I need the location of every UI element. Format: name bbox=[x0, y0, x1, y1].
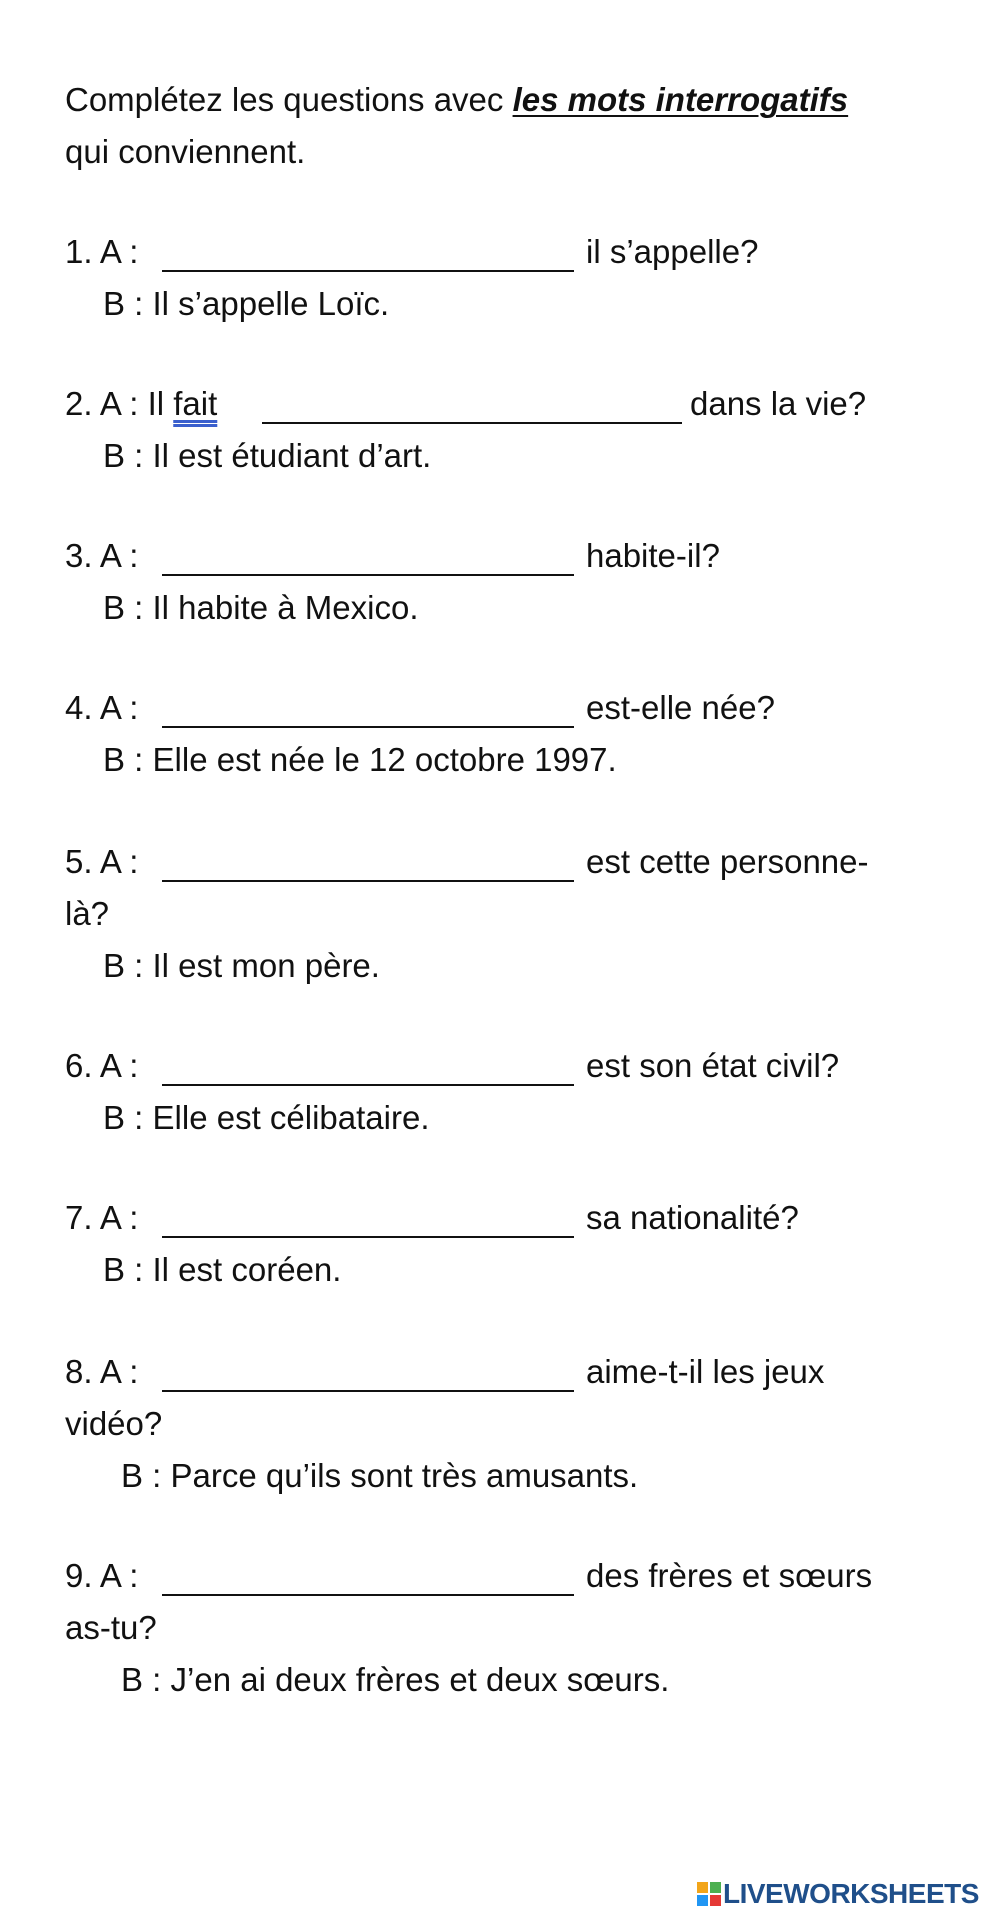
q4-a-suffix: est-elle née? bbox=[586, 689, 775, 726]
q6-b-answer: B : Elle est célibataire. bbox=[103, 1099, 430, 1136]
q3-answer-blank[interactable] bbox=[162, 574, 574, 576]
q9-a-prefix: 9. A : bbox=[65, 1557, 139, 1594]
q6-a-prefix: 6. A : bbox=[65, 1047, 139, 1084]
q5-a-continuation: là? bbox=[65, 895, 110, 932]
instruction-emphasis: les mots interrogatifs bbox=[512, 81, 849, 118]
liveworksheets-logo-icon bbox=[697, 1882, 721, 1906]
q2-fait-word: fait bbox=[173, 385, 218, 422]
q2-a-prefix: 2. A : Il bbox=[65, 385, 165, 422]
q4-b-answer: B : Elle est née le 12 octobre 1997. bbox=[103, 741, 617, 778]
q8-answer-blank[interactable] bbox=[162, 1390, 574, 1392]
q9-answer-blank[interactable] bbox=[162, 1594, 574, 1596]
q2-answer-blank[interactable] bbox=[262, 422, 682, 424]
q3-a-suffix: habite-il? bbox=[586, 537, 720, 574]
q3-b-answer: B : Il habite à Mexico. bbox=[103, 589, 419, 626]
q5-answer-blank[interactable] bbox=[162, 880, 574, 882]
q2-a-prefix-line bbox=[65, 384, 217, 424]
q4-a-prefix: 4. A : bbox=[65, 689, 139, 726]
liveworksheets-logo-text: LIVEWORKSHEETS bbox=[723, 1878, 979, 1909]
q2-b-answer: B : Il est étudiant d’art. bbox=[103, 437, 432, 474]
q9-a-suffix: des frères et sœurs bbox=[586, 1557, 873, 1594]
q7-a-prefix: 7. A : bbox=[65, 1199, 139, 1236]
liveworksheets-logo bbox=[697, 1878, 979, 1910]
q1-answer-blank[interactable] bbox=[162, 270, 574, 272]
q8-a-prefix: 8. A : bbox=[65, 1353, 139, 1390]
q1-b-answer: B : Il s’appelle Loïc. bbox=[103, 285, 390, 322]
q8-a-continuation: vidéo? bbox=[65, 1405, 163, 1442]
q5-a-suffix: est cette personne- bbox=[586, 843, 869, 880]
q1-a-suffix: il s’appelle? bbox=[586, 233, 759, 270]
q9-b-answer: B : J’en ai deux frères et deux sœurs. bbox=[121, 1661, 670, 1698]
q6-a-suffix: est son état civil? bbox=[586, 1047, 840, 1084]
q3-a-prefix: 3. A : bbox=[65, 537, 139, 574]
q5-a-prefix: 5. A : bbox=[65, 843, 139, 880]
q7-b-answer: B : Il est coréen. bbox=[103, 1251, 342, 1288]
q9-a-continuation: as-tu? bbox=[65, 1609, 157, 1646]
instruction-line-1 bbox=[65, 80, 848, 120]
q2-a-suffix: dans la vie? bbox=[690, 385, 867, 422]
q7-answer-blank[interactable] bbox=[162, 1236, 574, 1238]
instruction-line-2: qui conviennent. bbox=[65, 133, 306, 170]
instruction-text: Complétez les questions avec bbox=[65, 81, 513, 118]
q1-a-prefix: 1. A : bbox=[65, 233, 139, 270]
q5-b-answer: B : Il est mon père. bbox=[103, 947, 380, 984]
q4-answer-blank[interactable] bbox=[162, 726, 574, 728]
q8-a-suffix: aime-t-il les jeux bbox=[586, 1353, 825, 1390]
q8-b-answer: B : Parce qu’ils sont très amusants. bbox=[121, 1457, 639, 1494]
q7-a-suffix: sa nationalité? bbox=[586, 1199, 799, 1236]
q6-answer-blank[interactable] bbox=[162, 1084, 574, 1086]
